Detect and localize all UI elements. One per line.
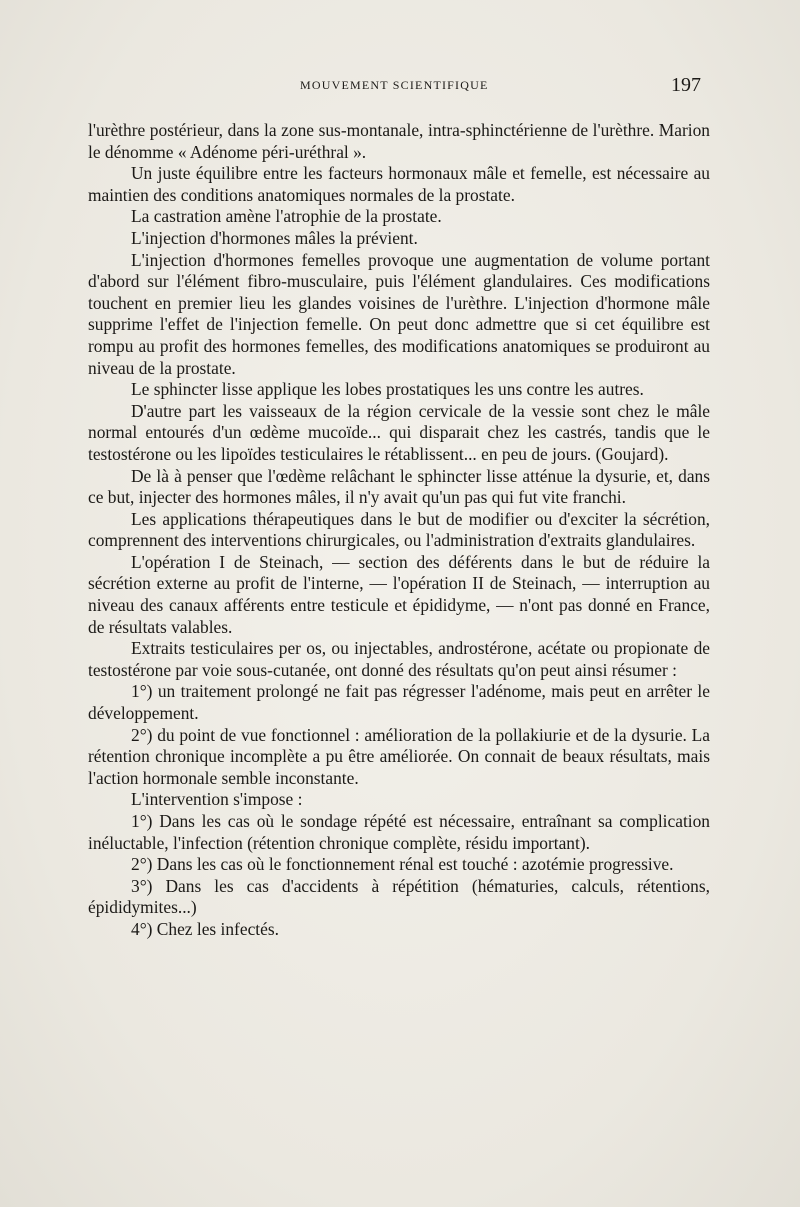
list-item-catheterization: 1°) Dans les cas où le sondage répété est nécessaire, entraînant sa complication inéluctable, l'infection (rétention chronique complète, résidu important).	[88, 811, 710, 853]
body-text	[88, 120, 710, 941]
paragraph-intervention: L'intervention s'impose :	[131, 789, 303, 810]
list-item-infected: 4°) Chez les infectés.	[131, 918, 279, 939]
paragraph-female-hormones: L'injection d'hormones femelles provoque une augmentation de volume portant d'abord sur l'élément fibro-musculaire, puis l'élément glandulaires. Ces modifications touchent en premier lieu les glandes voisines de l'urèthre. L'injection d'hormone mâle supprime l'effet de l'injection femelle. On peut donc admettre que si cet équilibre est rompu au profit des hormones femelles, des modifications anatomiques se produiront au niveau de la prostate.	[88, 249, 710, 378]
paragraph-dysuria: De là à penser que l'œdème relâchant le sphincter lisse atténue la dysurie, et, dans ce but, injecter des hormones mâles, il n'y avait qu'un pas qui fut vite franchi.	[88, 465, 710, 508]
paragraph-hormonal-balance: Un juste équilibre entre les facteurs hormonaux mâle et femelle, est nécessaire au maintien des conditions anatomiques normales de la prostate.	[88, 163, 710, 205]
paragraph-male-hormones: L'injection d'hormones mâles la prévient.	[131, 227, 418, 248]
page-number: 197	[671, 74, 701, 96]
list-item-recurrent-accidents: 3°) Dans les cas d'accidents à répétition (hématuries, calculs, rétentions, épididymites...)	[88, 875, 710, 918]
paragraph-steinach-operations: L'opération I de Steinach, — section des déférents dans le but de réduire la sécrétion externe au profit de l'interne, — l'opération II de Steinach, — interruption au niveau des canaux afférents entre testicule et épididyme, — n'ont pas donné en France, de résultats valables.	[88, 551, 710, 637]
paragraph-castration: La castration amène l'atrophie de la prostate.	[131, 206, 442, 227]
paragraph-continuation: l'urèthre postérieur, dans la zone sus-montanale, intra-sphinctérienne de l'urèthre. Marion le dénomme « Adénome péri-uréthral ».	[88, 120, 710, 162]
list-item-renal-function: 2°) Dans les cas où le fonctionnement rénal est touché : azotémie progressive.	[131, 854, 674, 875]
running-title: MOUVEMENT SCIENTIFIQUE	[300, 78, 489, 92]
list-item-prolonged-treatment: 1°) un traitement prolongé ne fait pas régresser l'adénome, mais peut en arrêter le développement.	[88, 681, 710, 724]
paragraph-vessels: D'autre part les vaisseaux de la région cervicale de la vessie sont chez le mâle normal entourés d'un œdème mucoïde... qui disparait chez les castrés, tandis que le testostérone ou les lipoïdes testiculaires le rétablissent... en peu de jours. (Goujard).	[88, 400, 710, 464]
page-header	[0, 76, 800, 100]
paragraph-smooth-sphincter: Le sphincter lisse applique les lobes prostatiques les uns contre les autres.	[131, 379, 644, 400]
paragraph-therapeutic-applications: Les applications thérapeutiques dans le but de modifier ou d'exciter la sécrétion, comprennent des interventions chirurgicales, ou l'administration d'extraits glandulaires.	[88, 508, 710, 551]
paragraph-testicular-extracts: Extraits testiculaires per os, ou injectables, androstérone, acétate ou propionate de testostérone par voie sous-cutanée, ont donné des résultats qu'on peut ainsi résumer :	[88, 638, 710, 680]
list-item-functional: 2°) du point de vue fonctionnel : amélioration de la pollakiurie et de la dysurie. La rétention chronique incomplète a pu être améliorée. On connait de beaux résultats, mais l'action hormonale semble inconstante.	[88, 724, 710, 788]
